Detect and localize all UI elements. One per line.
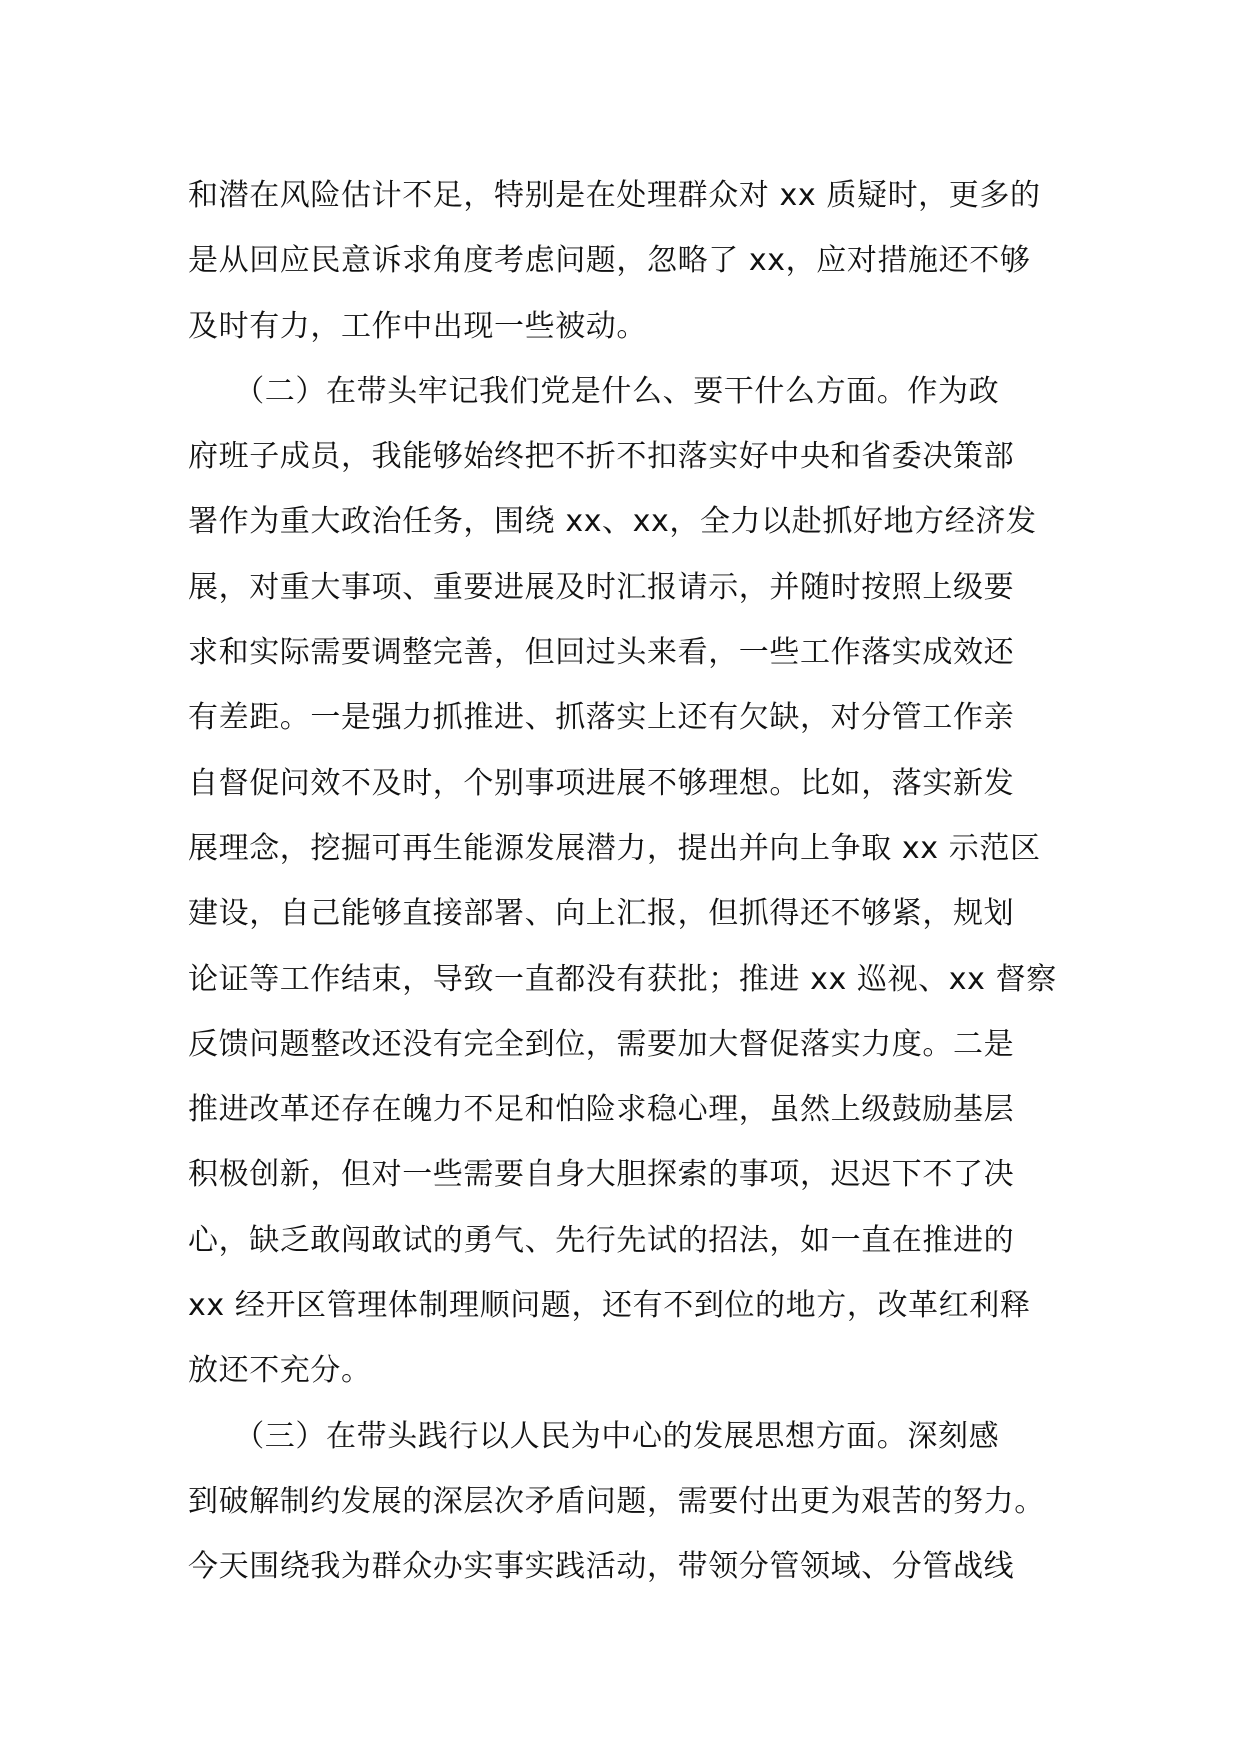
body-text	[188, 163, 1068, 1600]
text-line: 自督促问效不及时，个别事项进展不够理想。比如，落实新发	[188, 765, 1015, 801]
text-line: 建设，自己能够直接部署、向上汇报，但抓得还不够紧，规划	[188, 896, 1015, 932]
text-line: 有差距。一是强力抓推进、抓落实上还有欠缺，对分管工作亲	[188, 700, 1015, 736]
text-line: 到破解制约发展的深层次矛盾问题，需要付出更为艰苦的努力。	[188, 1483, 1045, 1519]
text-line: 府班子成员，我能够始终把不折不扣落实好中央和省委决策部	[188, 439, 1015, 475]
text-line: 反馈问题整改还没有完全到位，需要加大督促落实力度。二是	[188, 1026, 1015, 1062]
text-line: 和潜在风险估计不足，特别是在处理群众对 xx 质疑时，更多的	[188, 178, 1041, 213]
text-line: 署作为重大政治任务，围绕 xx、xx，全力以赴抓好地方经济发	[188, 504, 1037, 540]
text-line: 展理念，挖掘可再生能源发展潜力，提出并向上争取 xx 示范区	[188, 830, 1041, 866]
text-line: 及时有力，工作中出现一些被动。	[188, 308, 647, 344]
text-line: 求和实际需要调整完善，但回过头来看，一些工作落实成效还	[188, 635, 1015, 671]
text-line: 是从回应民意诉求角度考虑问题，忽略了 xx，应对措施还不够	[188, 243, 1031, 279]
text-line: 积极创新，但对一些需要自身大胆探索的事项，迟迟下不了决	[188, 1157, 1015, 1193]
text-line: 推进改革还存在魄力不足和怕险求稳心理，虽然上级鼓励基层	[188, 1092, 1015, 1128]
text-line: 放还不充分。	[188, 1353, 372, 1389]
section-heading-line: （三）在带头践行以人民为中心的发展思想方面。深刻感	[188, 1418, 1000, 1454]
section-heading-line: （二）在带头牢记我们党是什么、要干什么方面。作为政	[188, 373, 1000, 409]
text-line: 今天围绕我为群众办实事实践活动，带领分管领域、分管战线	[188, 1549, 1015, 1585]
text-line: 心，缺乏敢闯敢试的勇气、先行先试的招法，如一直在推进的	[188, 1222, 1015, 1258]
text-line: 论证等工作结束，导致一直都没有获批；推进 xx 巡视、xx 督察	[188, 961, 1057, 997]
text-line: 展，对重大事项、重要进展及时汇报请示，并随时按照上级要	[188, 569, 1015, 605]
text-line: xx 经开区管理体制理顺问题，还有不到位的地方，改革红利释	[188, 1288, 1031, 1324]
